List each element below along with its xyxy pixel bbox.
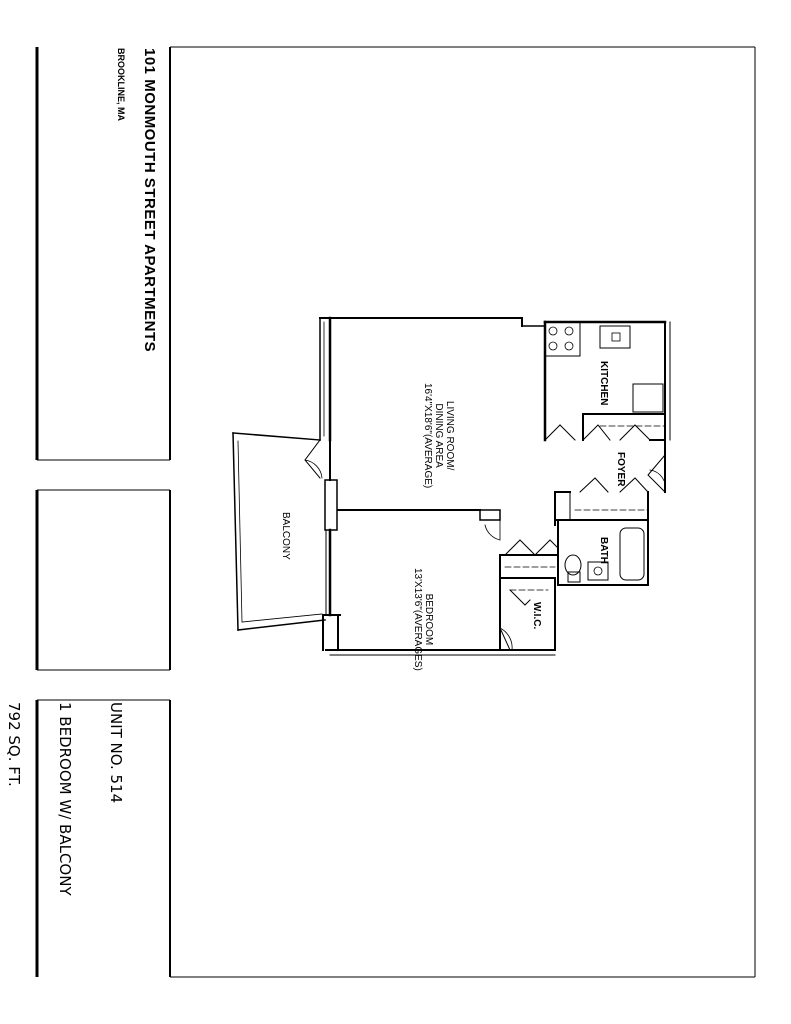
living-room-name-2: DINING AREA (433, 403, 444, 468)
balcony-label: BALCONY (280, 512, 291, 560)
living-room-label (422, 383, 455, 488)
unit-area: 792 SQ. FT. (5, 702, 23, 787)
kitchen-label: KITCHEN (598, 361, 609, 406)
walk-in-closet-label: W.I.C. (531, 602, 542, 630)
living-room-dimensions: 16'4"X18'6"(AVERAGE) (422, 383, 433, 489)
unit-type: 1 BEDROOM W/ BALCONY (56, 702, 74, 896)
project-title: 101 MONMOUTH STREET APARTMENTS (141, 48, 158, 353)
living-room-name: LIVING ROOM/ (444, 400, 455, 471)
bath-label: BATH (598, 537, 609, 565)
unit-number: UNIT NO. 514 (107, 702, 125, 804)
foyer-label: FOYER (615, 452, 626, 487)
bedroom-name: BEDROOM (423, 593, 434, 646)
bedroom-dimensions: 13'X13'6"(AVERAGES) (412, 568, 423, 671)
unit-info (0, 702, 158, 896)
project-location: BROOKLINE, MA (116, 48, 126, 121)
bedroom-label (412, 568, 434, 671)
